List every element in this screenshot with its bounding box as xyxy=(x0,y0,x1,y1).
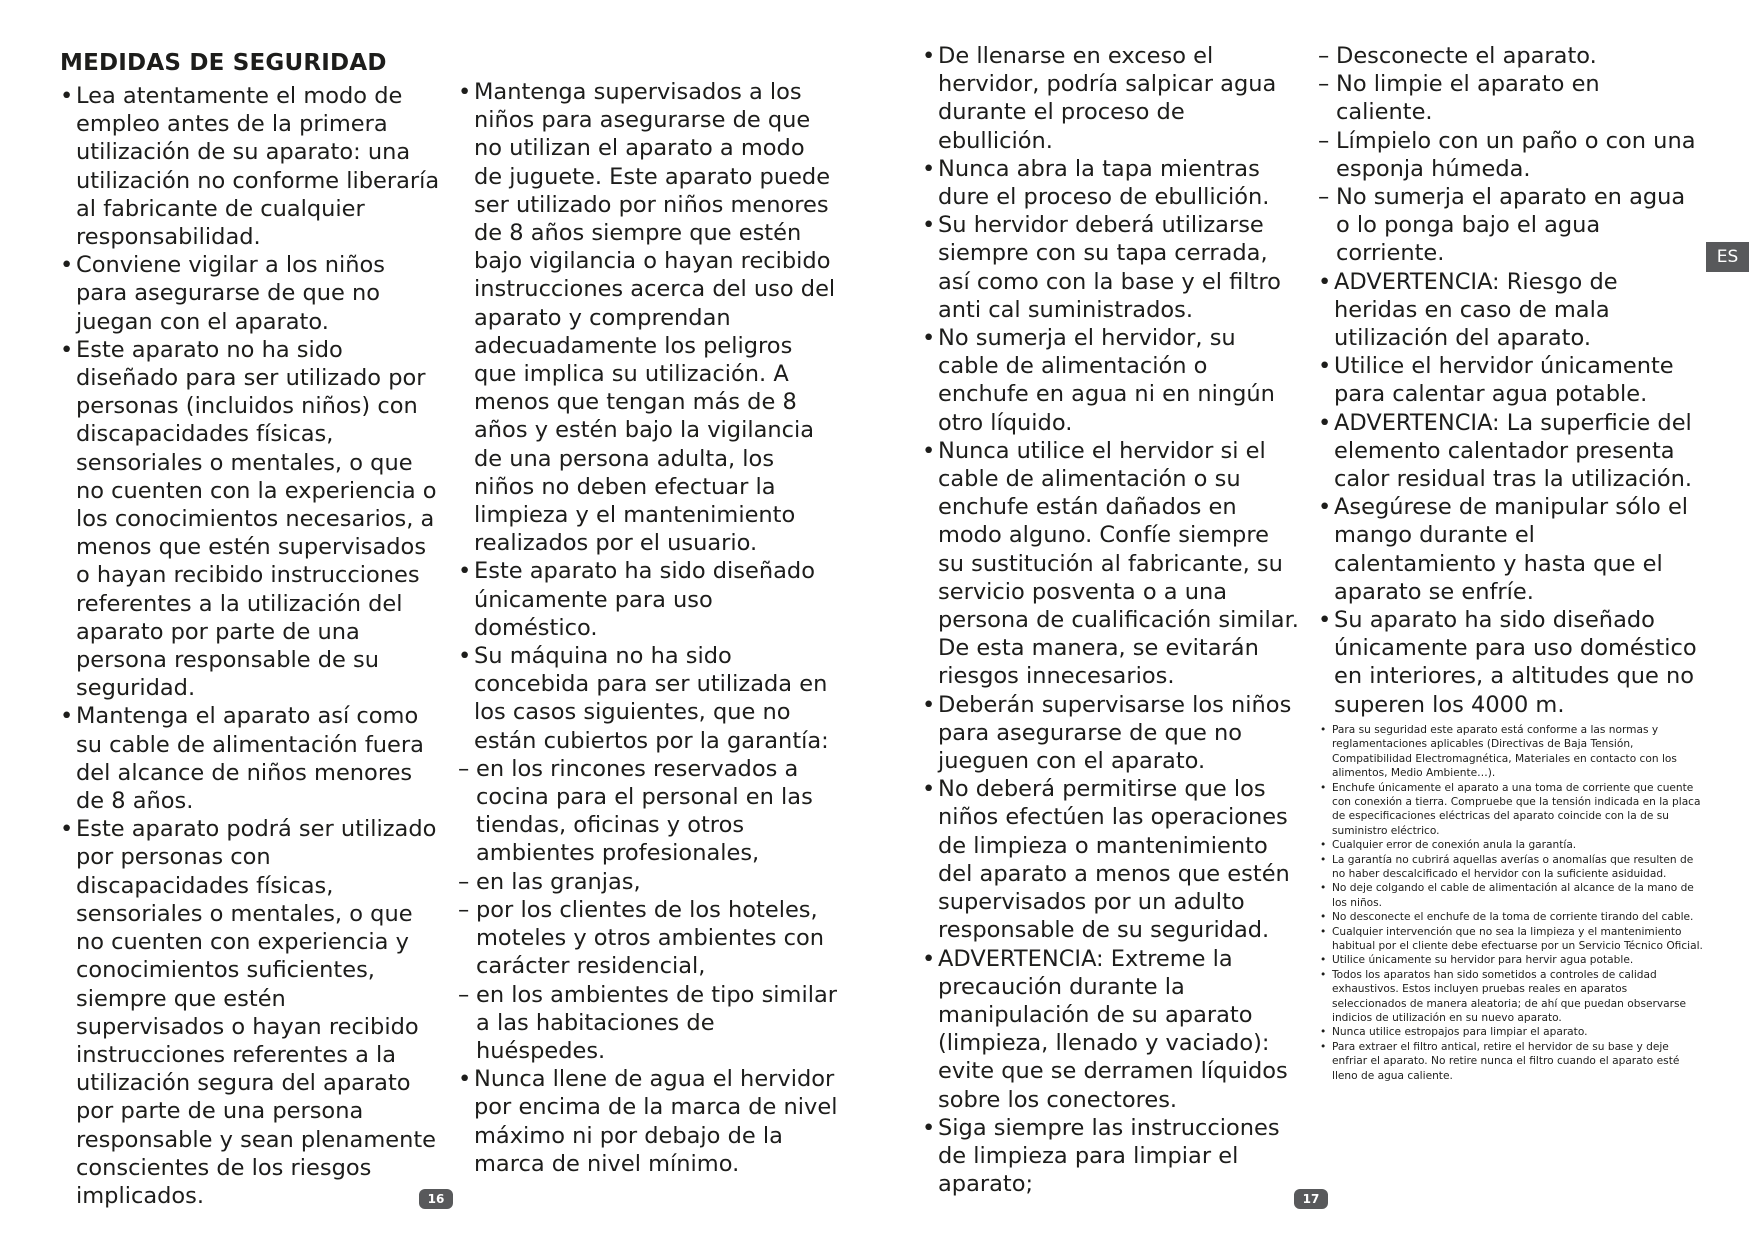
list-item: • Asegúrese de manipular sólo el mango durante el calentamiento y hasta que el aparato se enfríe. xyxy=(1318,493,1703,606)
dash-item: – No limpie el aparato en caliente. xyxy=(1318,70,1703,126)
page-number-left: 16 xyxy=(419,1189,453,1209)
list-item: • ADVERTENCIA: Riesgo de heridas en caso de mala utilización del aparato. xyxy=(1318,268,1703,353)
list-item: • Utilice el hervidor únicamente para calentar agua potable. xyxy=(1318,352,1703,408)
fine-print-item: • La garantía no cubrirá aquellas averías o anomalías que resulten de no haber descalcificado el hervidor con la suficiente asiduidad. xyxy=(1318,853,1703,882)
list-item: • ADVERTENCIA: Extreme la precaución durante la manipulación de su aparato (limpieza, llenado y vaciado): evite que se derramen líquidos sobre los conectores. xyxy=(922,945,1302,1114)
column-2 xyxy=(458,78,838,1178)
safety-list-col3 xyxy=(922,42,1302,1198)
list-item: • Su máquina no ha sido concebida para ser utilizada en los casos siguientes, que no están cubiertos por la garantía: xyxy=(458,642,838,755)
safety-list-col4 xyxy=(1318,268,1703,719)
list-item: • Este aparato ha sido diseñado únicamente para uso doméstico. xyxy=(458,557,838,642)
dash-item: – en los ambientes de tipo similar a las habitaciones de huéspedes. xyxy=(458,981,838,1066)
list-item: • Mantenga supervisados a los niños para asegurarse de que no utilizan el aparato a modo de juguete. Este aparato puede ser utilizado por niños menores de 8 años siempre que estén bajo vigilancia o hayan recibido instrucciones acerca del uso del aparato y comprendan adecuadamente los peligros que implica su utilización. A menos que tengan más de 8 años y estén bajo la vigilancia de una persona adulta, los niños no deben efectuar la limpieza y el mantenimiento realizados por el usuario. xyxy=(458,78,838,557)
list-item: • Este aparato no ha sido diseñado para ser utilizado por personas (incluidos niños) con discapacidades físicas, sensoriales o mentales, o que no cuenten con la experiencia o los conocimientos necesarios, a menos que estén supervisados o hayan recibido instrucciones referentes a la utilización del aparato por parte de una persona responsable de su seguridad. xyxy=(60,336,440,703)
safety-list-col2b xyxy=(458,1065,838,1178)
dash-item: – Desconecte el aparato. xyxy=(1318,42,1703,70)
fine-print-item: • Utilice únicamente su hervidor para hervir agua potable. xyxy=(1318,953,1703,967)
fine-print-item: • Todos los aparatos han sido sometidos a controles de calidad exhaustivos. Estos incluyen pruebas reales en aparatos seleccionados de manera aleatoria; de ahí que puedan observarse indicios de utilización en su nuevo aparato. xyxy=(1318,968,1703,1026)
list-item: • No deberá permitirse que los niños efectúen las operaciones de limpieza o mantenimiento del aparato a menos que estén supervisados por un adulto responsable de su seguridad. xyxy=(922,775,1302,944)
fine-print-item: • Cualquier error de conexión anula la garantía. xyxy=(1318,838,1703,852)
list-item: • Mantenga el aparato así como su cable de alimentación fuera del alcance de niños menores de 8 años. xyxy=(60,702,440,815)
dash-item: – Límpielo con un paño o con una esponja húmeda. xyxy=(1318,127,1703,183)
list-item: • Su hervidor deberá utilizarse siempre con su tapa cerrada, así como con la base y el filtro anti cal suministrados. xyxy=(922,211,1302,324)
list-item: • Nunca abra la tapa mientras dure el proceso de ebullición. xyxy=(922,155,1302,211)
list-item: • Siga siempre las instrucciones de limpieza para limpiar el aparato; xyxy=(922,1114,1302,1199)
dash-item: – en los rincones reservados a cocina para el personal en las tiendas, oficinas y otros ambientes profesionales, xyxy=(458,755,838,868)
page-title: MEDIDAS DE SEGURIDAD xyxy=(60,50,387,76)
dash-item: – en las granjas, xyxy=(458,868,838,896)
safety-list-col2a xyxy=(458,78,838,755)
exclusion-list xyxy=(458,755,838,1065)
safety-list-col1 xyxy=(60,82,440,1210)
fine-print-item: • No desconecte el enchufe de la toma de corriente tirando del cable. xyxy=(1318,910,1703,924)
column-1 xyxy=(60,48,440,1210)
list-item: • Su aparato ha sido diseñado únicamente para uso doméstico en interiores, a altitudes que no superen los 4000 m. xyxy=(1318,606,1703,719)
page-number-right: 17 xyxy=(1294,1189,1328,1209)
fine-print-item: • Nunca utilice estropajos para limpiar el aparato. xyxy=(1318,1025,1703,1039)
list-item: • De llenarse en exceso el hervidor, podría salpicar agua durante el proceso de ebullición. xyxy=(922,42,1302,155)
list-item: • Deberán supervisarse los niños para asegurarse de que no jueguen con el aparato. xyxy=(922,691,1302,776)
list-item: • Conviene vigilar a los niños para asegurarse de que no juegan con el aparato. xyxy=(60,251,440,336)
column-4 xyxy=(1318,42,1703,1083)
fine-print-list xyxy=(1318,723,1703,1083)
cleaning-steps-list xyxy=(1318,42,1703,268)
fine-print-item: • Cualquier intervención que no sea la limpieza y el mantenimiento habitual por el cliente debe efectuarse por un Servicio Técnico Oficial. xyxy=(1318,925,1703,954)
fine-print-item: • Para extraer el filtro antical, retire el hervidor de su base y deje enfriar el aparato. No retire nunca el filtro cuando el aparato esté lleno de agua caliente. xyxy=(1318,1040,1703,1083)
list-item: • Este aparato podrá ser utilizado por personas con discapacidades físicas, sensoriales o mentales, o que no cuenten con experiencia y conocimientos suficientes, siempre que estén supervisados o hayan recibido instrucciones referentes a la utilización segura del aparato por parte de una persona responsable y sean plenamente conscientes de los riesgos implicados. xyxy=(60,815,440,1210)
dash-item: – No sumerja el aparato en agua o lo ponga bajo el agua corriente. xyxy=(1318,183,1703,268)
list-item: • Nunca utilice el hervidor si el cable de alimentación o su enchufe están dañados en modo alguno. Confíe siempre su sustitución al fabricante, su servicio posventa o a una persona de cualificación similar. De esta manera, se evitarán riesgos innecesarios. xyxy=(922,437,1302,691)
dash-item: – por los clientes de los hoteles, moteles y otros ambientes con carácter residencial, xyxy=(458,896,838,981)
list-item: • No sumerja el hervidor, su cable de alimentación o enchufe en agua ni en ningún otro líquido. xyxy=(922,324,1302,437)
column-3 xyxy=(922,42,1302,1198)
language-tab: ES xyxy=(1706,242,1749,272)
list-item: • ADVERTENCIA: La superficie del elemento calentador presenta calor residual tras la utilización. xyxy=(1318,409,1703,494)
fine-print-item: • Para su seguridad este aparato está conforme a las normas y reglamentaciones aplicables (Directivas de Baja Tensión, Compatibilidad Electromagnética, Materiales en contacto con los alimentos, Medio Ambiente…). xyxy=(1318,723,1703,781)
fine-print-item: • No deje colgando el cable de alimentación al alcance de la mano de los niños. xyxy=(1318,881,1703,910)
fine-print-item: • Enchufe únicamente el aparato a una toma de corriente que cuente con conexión a tierra. Compruebe que la tensión indicada en la placa de especificaciones eléctricas del aparato coincide con la de su suministro eléctrico. xyxy=(1318,781,1703,839)
list-item: • Lea atentamente el modo de empleo antes de la primera utilización de su aparato: una utilización no conforme liberaría al fabricante de cualquier responsabilidad. xyxy=(60,82,440,251)
list-item: • Nunca llene de agua el hervidor por encima de la marca de nivel máximo ni por debajo de la marca de nivel mínimo. xyxy=(458,1065,838,1178)
